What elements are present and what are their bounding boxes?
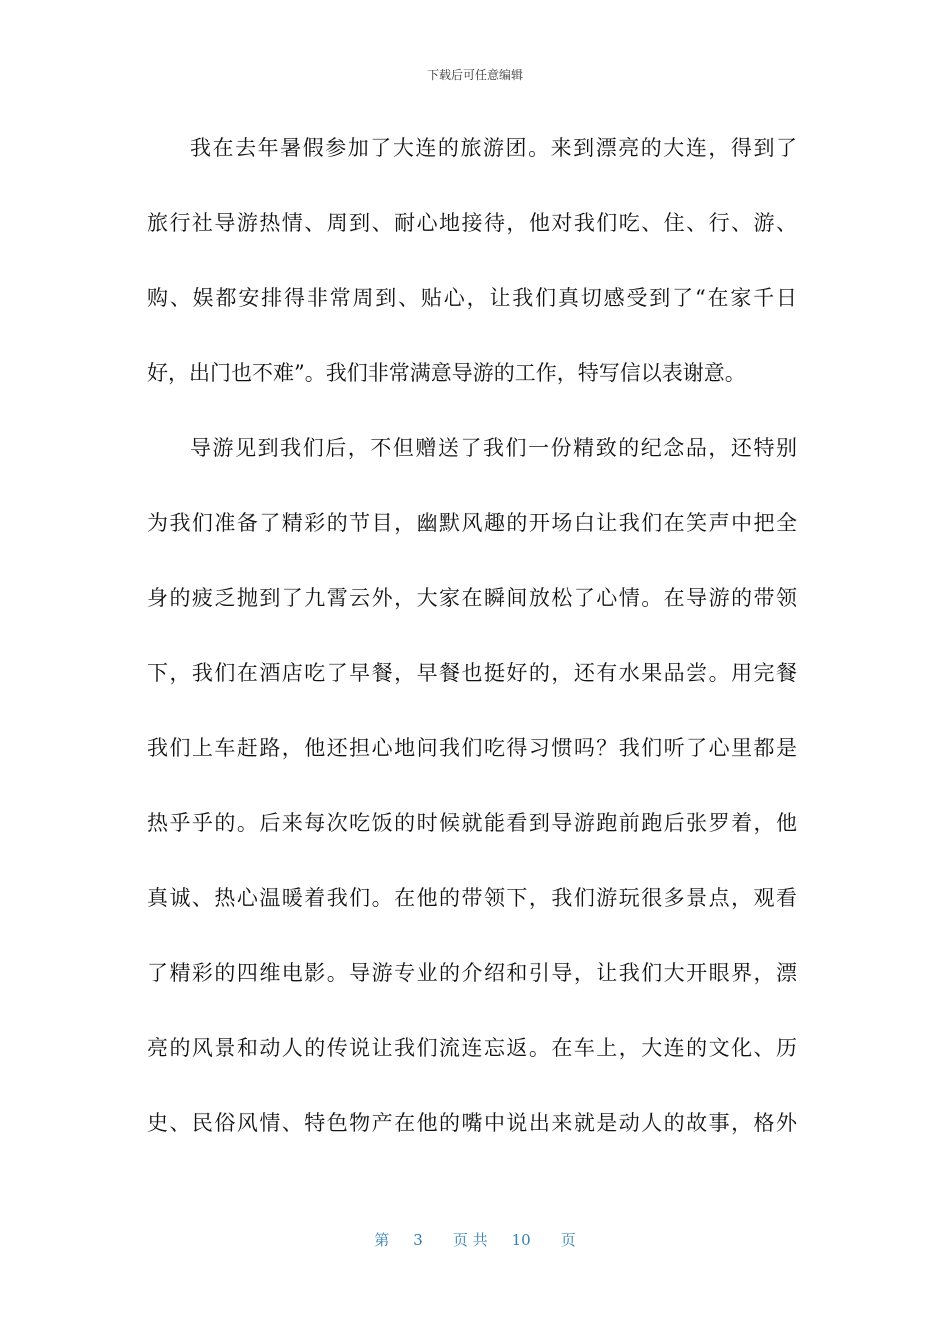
paragraph-line: 购、娱都安排得非常周到、贴心，让我们真切感受到了“在家千日 — [147, 286, 797, 310]
paragraph-line: 亮的风景和动人的传说让我们流连忘返。在车上，大连的文化、历 — [147, 1036, 797, 1060]
footer-total-pages: 10 — [511, 1231, 531, 1249]
page-footer — [0, 1229, 950, 1250]
footer-page-number: 3 — [413, 1231, 423, 1249]
paragraph-line: 为我们准备了精彩的节目，幽默风趣的开场白让我们在笑声中把全 — [147, 511, 797, 535]
paragraph-line: 下，我们在酒店吃了早餐，早餐也挺好的，还有水果品尝。用完餐 — [147, 661, 797, 685]
paragraph-line: 真诚、热心温暖着我们。在他的带领下，我们游玩很多景点，观看 — [147, 886, 797, 910]
body-text — [147, 128, 797, 1178]
page-header: 下载后可任意编辑 — [426, 68, 523, 82]
paragraph-line: 我在去年暑假参加了大连的旅游团。来到漂亮的大连，得到了 — [190, 136, 797, 160]
paragraph-line: 导游见到我们后，不但赠送了我们一份精致的纪念品，还特别 — [190, 436, 797, 460]
paragraph-line: 好，出门也不难”。我们非常满意导游的工作，特写信以表谢意。 — [147, 361, 746, 385]
paragraph-line: 热乎乎的。后来每次吃饭的时候就能看到导游跑前跑后张罗着，他 — [147, 811, 797, 835]
paragraph-line: 了精彩的四维电影。导游专业的介绍和引导，让我们大开眼界，漂 — [147, 961, 797, 985]
paragraph-line: 旅行社导游热情、周到、耐心地接待，他对我们吃、住、行、游、 — [147, 211, 797, 235]
paragraph-line: 史、民俗风情、特色物产在他的嘴中说出来就是动人的故事，格外 — [147, 1111, 797, 1135]
footer-page-suffix: 页 — [560, 1231, 576, 1249]
footer-page-prefix: 第 — [374, 1231, 390, 1249]
paragraph-line: 身的疲乏抛到了九霄云外，大家在瞬间放松了心情。在导游的带领 — [147, 586, 797, 610]
paragraph-line: 我们上车赶路，他还担心地问我们吃得习惯吗？我们听了心里都是 — [147, 736, 797, 760]
footer-page-mid: 页 共 — [452, 1231, 488, 1249]
